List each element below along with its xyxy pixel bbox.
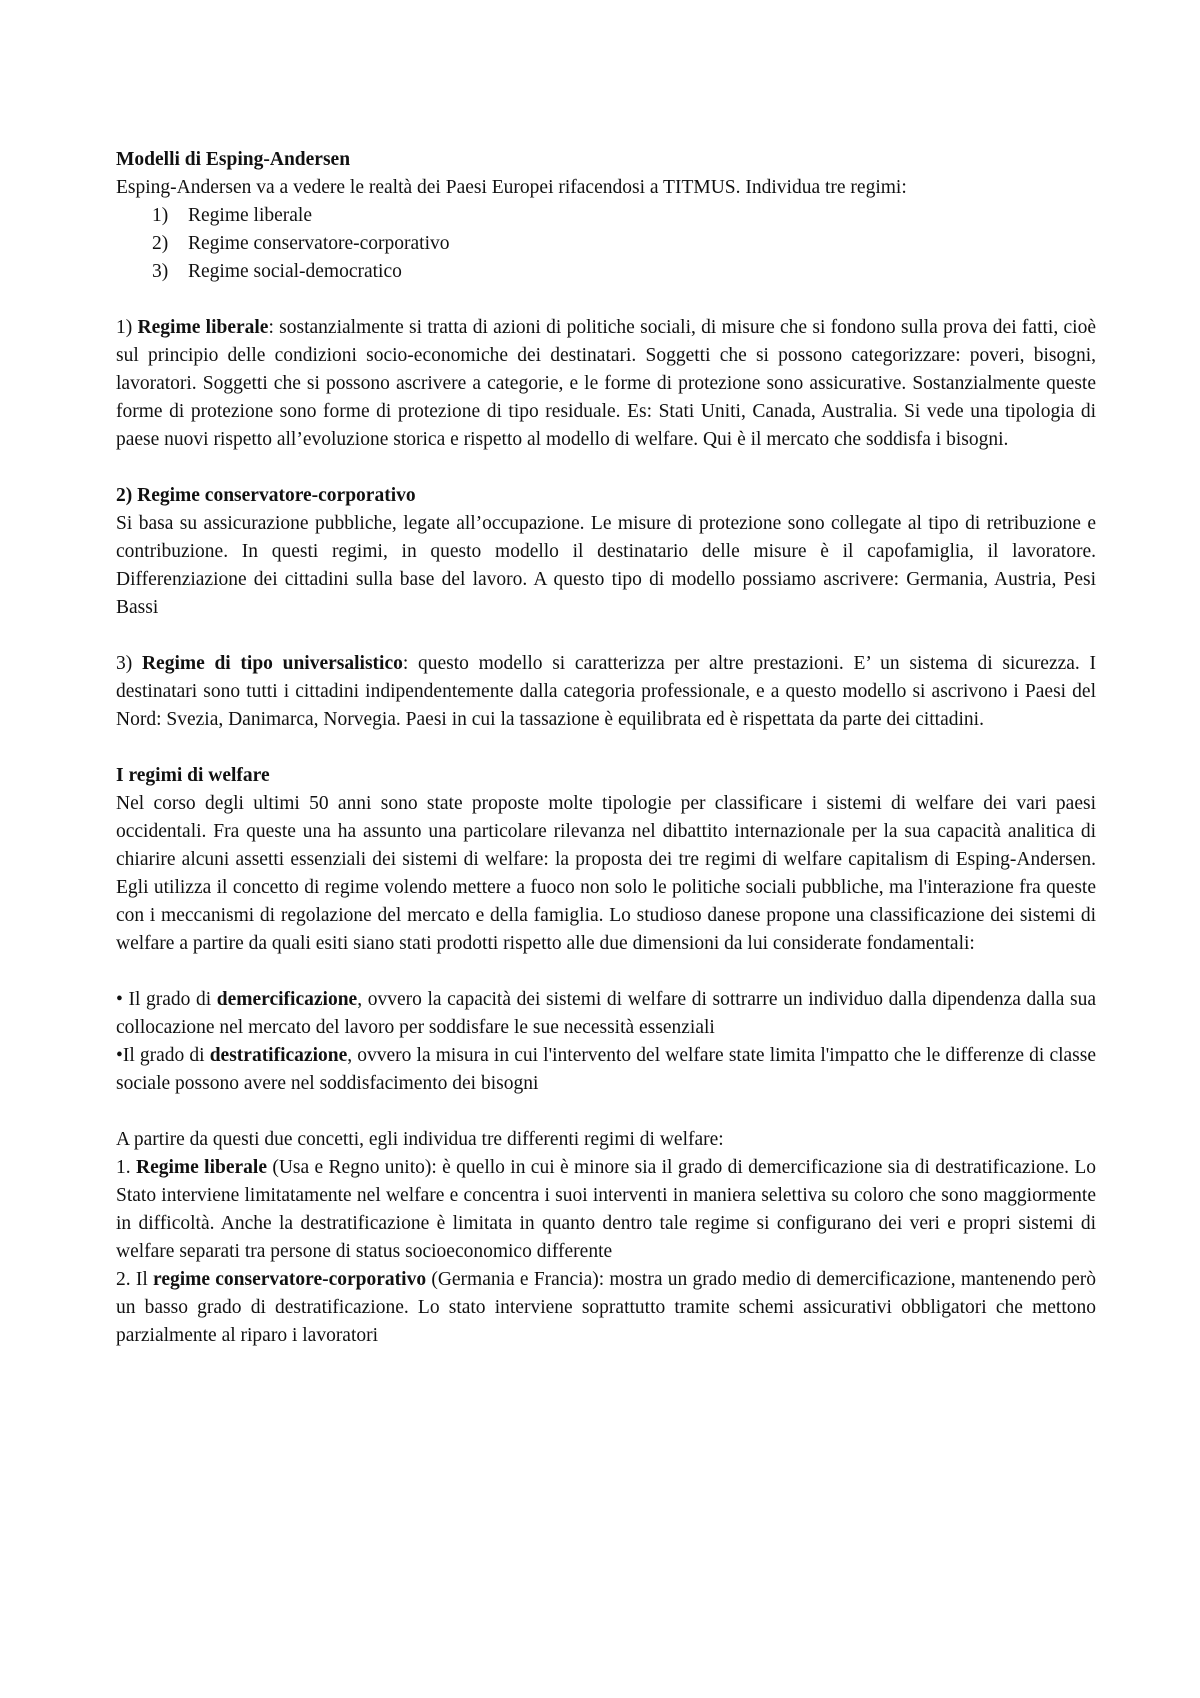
paragraph-conservatore: Si basa su assicurazione pubbliche, legate all’occupazione. Le misure di protezione sono collegate al tipo di retribuzione e contribuzione. In questi regimi, in questo modello il destinatario delle misure è il capofamiglia, il lavoratore. Differenziazione dei cittadini sulla base del lavoro. A questo tipo di modello possiamo ascrivere: Germania, Austria, Pesi Bassi [116,513,1096,618]
list-label: Regime social-democratico [188,261,402,282]
bullet-text-before: Il grado di [128,989,217,1010]
list-label: Regime conservatore-corporativo [188,233,450,254]
regime-item-liberale [116,1154,1096,1266]
spacer [116,734,1096,762]
spacer [116,958,1096,986]
bullet-demercificazione [116,986,1096,1042]
regime-prefix: 2. Il [116,1269,154,1290]
paragraph-regime-liberale [116,314,1096,454]
list-item [116,202,1096,230]
paragraph-universalistico [116,650,1096,734]
section-heading-welfare: I regimi di welfare [116,765,270,786]
list-item [116,230,1096,258]
document-body [116,146,1096,1350]
bold-term: regime conservatore-corporativo [153,1269,427,1290]
regime-text: (Germania e Francia): mostra un grado medio di demercificazione, mantenendo però un basso grado di destratificazione. Lo stato interviene soprattutto tramite schemi assicurativi obbligatori che mettono parzialmente al riparo i lavoratori [116,1269,1097,1346]
regime-item-conservatore [116,1266,1096,1350]
bullet-text-after: , ovvero la capacità dei sistemi di welfare di sottrarre un individuo dalla dipendenza dalla sua collocazione nel mercato del lavoro per soddisfare le sue necessità essenziali [116,989,1097,1038]
intro-paragraph: Esping-Andersen va a vedere le realtà dei Paesi Europei rifacendosi a TITMUS. Individua tre regimi: [116,177,907,198]
list-number: 1) [152,205,169,226]
list-number: 2) [152,233,169,254]
regime-list [116,202,1096,286]
spacer [116,622,1096,650]
bullet-text-after: , ovvero la misura in cui l'intervento del welfare state limita l'impatto che le differenze di classe sociale possono avere nel soddisfacimento dei bisogni [116,1045,1097,1094]
paragraph-text: : sostanzialmente si tratta di azioni di politiche sociali, di misure che si fondono sulla prova dei fatti, cioè sul principio delle condizioni socio-economiche dei destinatari. Soggetti che si possono categorizzare: poveri, bisogni, lavoratori. Soggetti che si possono ascrivere a categorie, e le forme di protezione sono assicurative. Sostanzialmente queste forme di protezione sono forme di protezione di tipo residuale. Es: Stati Uniti, Canada, Australia. Si vede una tipologia di paese nuovi rispetto all’evoluzione storica e rispetto al modello di welfare. Qui è il mercato che soddisfa i bisogni. [116,317,1096,450]
spacer [116,454,1096,482]
regime-text: (Usa e Regno unito): è quello in cui è minore sia il grado di demercificazione sia di destratificazione. Lo Stato interviene limitatamente nel welfare e concentra i suoi interventi in maniera selettiva su coloro che sono maggiormente in difficoltà. Anche la destratificazione è limitata in quanto dentro tale regime si configurano dei veri e propri sistemi di welfare separati tra persone di status socioeconomico differente [116,1157,1097,1262]
regime-prefix: 1. [116,1157,136,1178]
bullet-text-before: Il grado di [122,1045,210,1066]
list-number: 3) [152,261,169,282]
bold-term: destratificazione [209,1045,348,1066]
bold-term: demercificazione [216,989,358,1010]
bold-term: Regime liberale [137,317,269,338]
bold-term: Regime di tipo universalistico [141,653,403,674]
spacer [116,1098,1096,1126]
paragraph-prefix: 1) [116,317,138,338]
list-item [116,258,1096,286]
spacer [116,286,1096,314]
paragraph-text: : questo modello si caratterizza per altre prestazioni. E’ un sistema di sicurezza. I destinatari sono tutti i cittadini indipendentemente dalla categoria professionale, e a questo modello si ascrivono i Paesi del Nord: Svezia, Danimarca, Norvegia. Paesi in cui la tassazione è equilibrata ed è rispettata da parte dei cittadini. [116,653,1096,730]
bullet-icon: • [116,989,129,1010]
paragraph-welfare: Nel corso degli ultimi 50 anni sono state proposte molte tipologie per classificare i sistemi di welfare dei vari paesi occidentali. Fra queste una ha assunto una particolare rilevanza nel dibattito internazionale per la sua capacità analitica di chiarire alcuni assetti essenziali dei sistemi di welfare: la proposta dei tre regimi di welfare capitalism di Esping-Andersen. Egli utilizza il concetto di regime volendo mettere a fuoco non solo le politiche sociali pubbliche, ma l'interazione fra queste con i meccanismi di regolazione del mercato e della famiglia. Lo studioso danese propone una classificazione dei sistemi di welfare a partire da quali esiti siano stati prodotti rispetto alle due dimensioni da lui considerate fondamentali: [116,793,1096,954]
bullet-icon: • [116,1045,123,1066]
section-heading-esping-andersen: Modelli di Esping-Andersen [116,149,351,170]
bold-term: Regime liberale [136,1157,267,1178]
list-label: Regime liberale [188,205,312,226]
bullet-destratificazione [116,1042,1096,1098]
paragraph-prefix: 3) [116,653,142,674]
paragraph-concepts-intro: A partire da questi due concetti, egli individua tre differenti regimi di welfare: [116,1129,724,1150]
section-heading-conservatore: 2) Regime conservatore-corporativo [116,485,416,506]
